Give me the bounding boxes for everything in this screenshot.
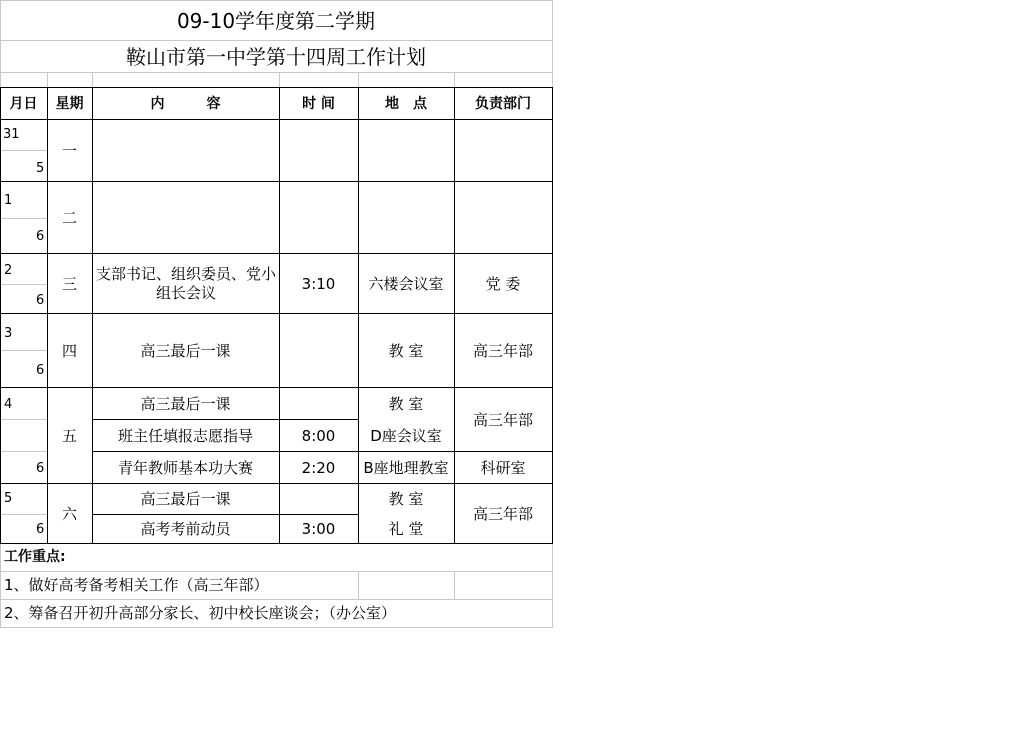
- date-day: 3: [4, 326, 13, 341]
- event-time: 3:00: [301, 520, 336, 538]
- gridline: [0, 543, 1, 628]
- event-time: 8:00: [301, 426, 336, 445]
- gridline: [0, 284, 47, 285]
- event-content: 高考考前动员: [140, 520, 231, 538]
- gridline: [0, 627, 552, 628]
- event-time: 3:10: [301, 274, 336, 293]
- event-place: 礼 堂: [388, 520, 424, 538]
- event-place: D座会议室: [370, 426, 442, 445]
- header-date: 月日: [9, 95, 38, 112]
- weekday-cell: 四: [61, 341, 77, 360]
- gridline: [0, 40, 552, 41]
- date-day: 5: [4, 491, 13, 506]
- gridline: [0, 451, 47, 452]
- header-time: 时 间: [302, 95, 335, 112]
- date-month: 6: [36, 363, 45, 378]
- gridline: [0, 0, 552, 1]
- event-content: 支部书记、组织委员、党小组长会议: [96, 264, 277, 302]
- header-dept: 负责部门: [475, 95, 531, 112]
- date-month: 5: [36, 161, 45, 176]
- event-place: 教 室: [388, 490, 424, 508]
- focus-item: 2、筹备召开初升高部分家长、初中校长座谈会；（办公室）: [4, 604, 397, 622]
- gridline: [0, 419, 47, 420]
- page-subtitle: 鞍山市第一中学第十四周工作计划: [126, 45, 426, 69]
- event-dept: 党 委: [485, 274, 521, 293]
- gridline: [454, 72, 455, 87]
- gridline: [0, 150, 47, 151]
- page-title: 09-10学年度第二学期: [176, 9, 376, 33]
- event-content: 青年教师基本功大赛: [117, 458, 253, 477]
- header-weekday: 星期: [55, 95, 84, 112]
- date-day: 1: [4, 193, 13, 208]
- date-day: 4: [4, 397, 13, 412]
- gridline: [92, 72, 93, 87]
- event-place: 教 室: [388, 341, 424, 360]
- gridline: [0, 72, 552, 73]
- gridline: [0, 514, 47, 515]
- border: [552, 87, 553, 544]
- event-dept: 高三年部: [472, 341, 533, 360]
- date-day: 31: [3, 127, 20, 142]
- event-content: 高三最后一课: [140, 341, 231, 360]
- border: [0, 87, 1, 544]
- date-month: 6: [36, 229, 45, 244]
- schedule-sheet: [0, 0, 552, 628]
- event-time: 2:20: [301, 458, 336, 477]
- date-month: 6: [36, 293, 45, 308]
- weekday-cell: 二: [61, 208, 77, 227]
- gridline: [47, 72, 48, 87]
- weekday-cell: 六: [61, 504, 77, 523]
- focus-label: 工作重点:: [4, 549, 66, 565]
- border: [0, 543, 553, 544]
- event-dept: 高三年部: [472, 410, 533, 429]
- gridline: [358, 571, 359, 599]
- date-month: 6: [36, 461, 45, 476]
- event-place: 六楼会议室: [368, 274, 444, 293]
- date-month: 6: [36, 522, 45, 537]
- weekday-cell: 一: [61, 141, 77, 160]
- event-dept: 科研室: [480, 458, 526, 477]
- header-content: 内 容: [150, 95, 221, 112]
- gridline: [279, 72, 280, 87]
- focus-item: 1、做好高考备考相关工作（高三年部）: [4, 576, 269, 594]
- gridline: [0, 571, 552, 572]
- weekday-cell: 五: [61, 426, 77, 445]
- event-dept: 高三年部: [472, 504, 533, 523]
- event-content: 高三最后一课: [140, 394, 231, 413]
- weekday-cell: 三: [61, 274, 77, 293]
- gridline: [358, 72, 359, 87]
- event-place: 教 室: [388, 394, 424, 413]
- gridline: [0, 599, 552, 600]
- gridline: [0, 218, 47, 219]
- event-content: 班主任填报志愿指导: [117, 426, 253, 445]
- date-day: 2: [4, 263, 13, 278]
- gridline: [0, 350, 47, 351]
- event-place: B座地理教室: [363, 458, 449, 477]
- header-place: 地 点: [385, 95, 427, 112]
- gridline: [454, 571, 455, 599]
- event-content: 高三最后一课: [140, 490, 231, 508]
